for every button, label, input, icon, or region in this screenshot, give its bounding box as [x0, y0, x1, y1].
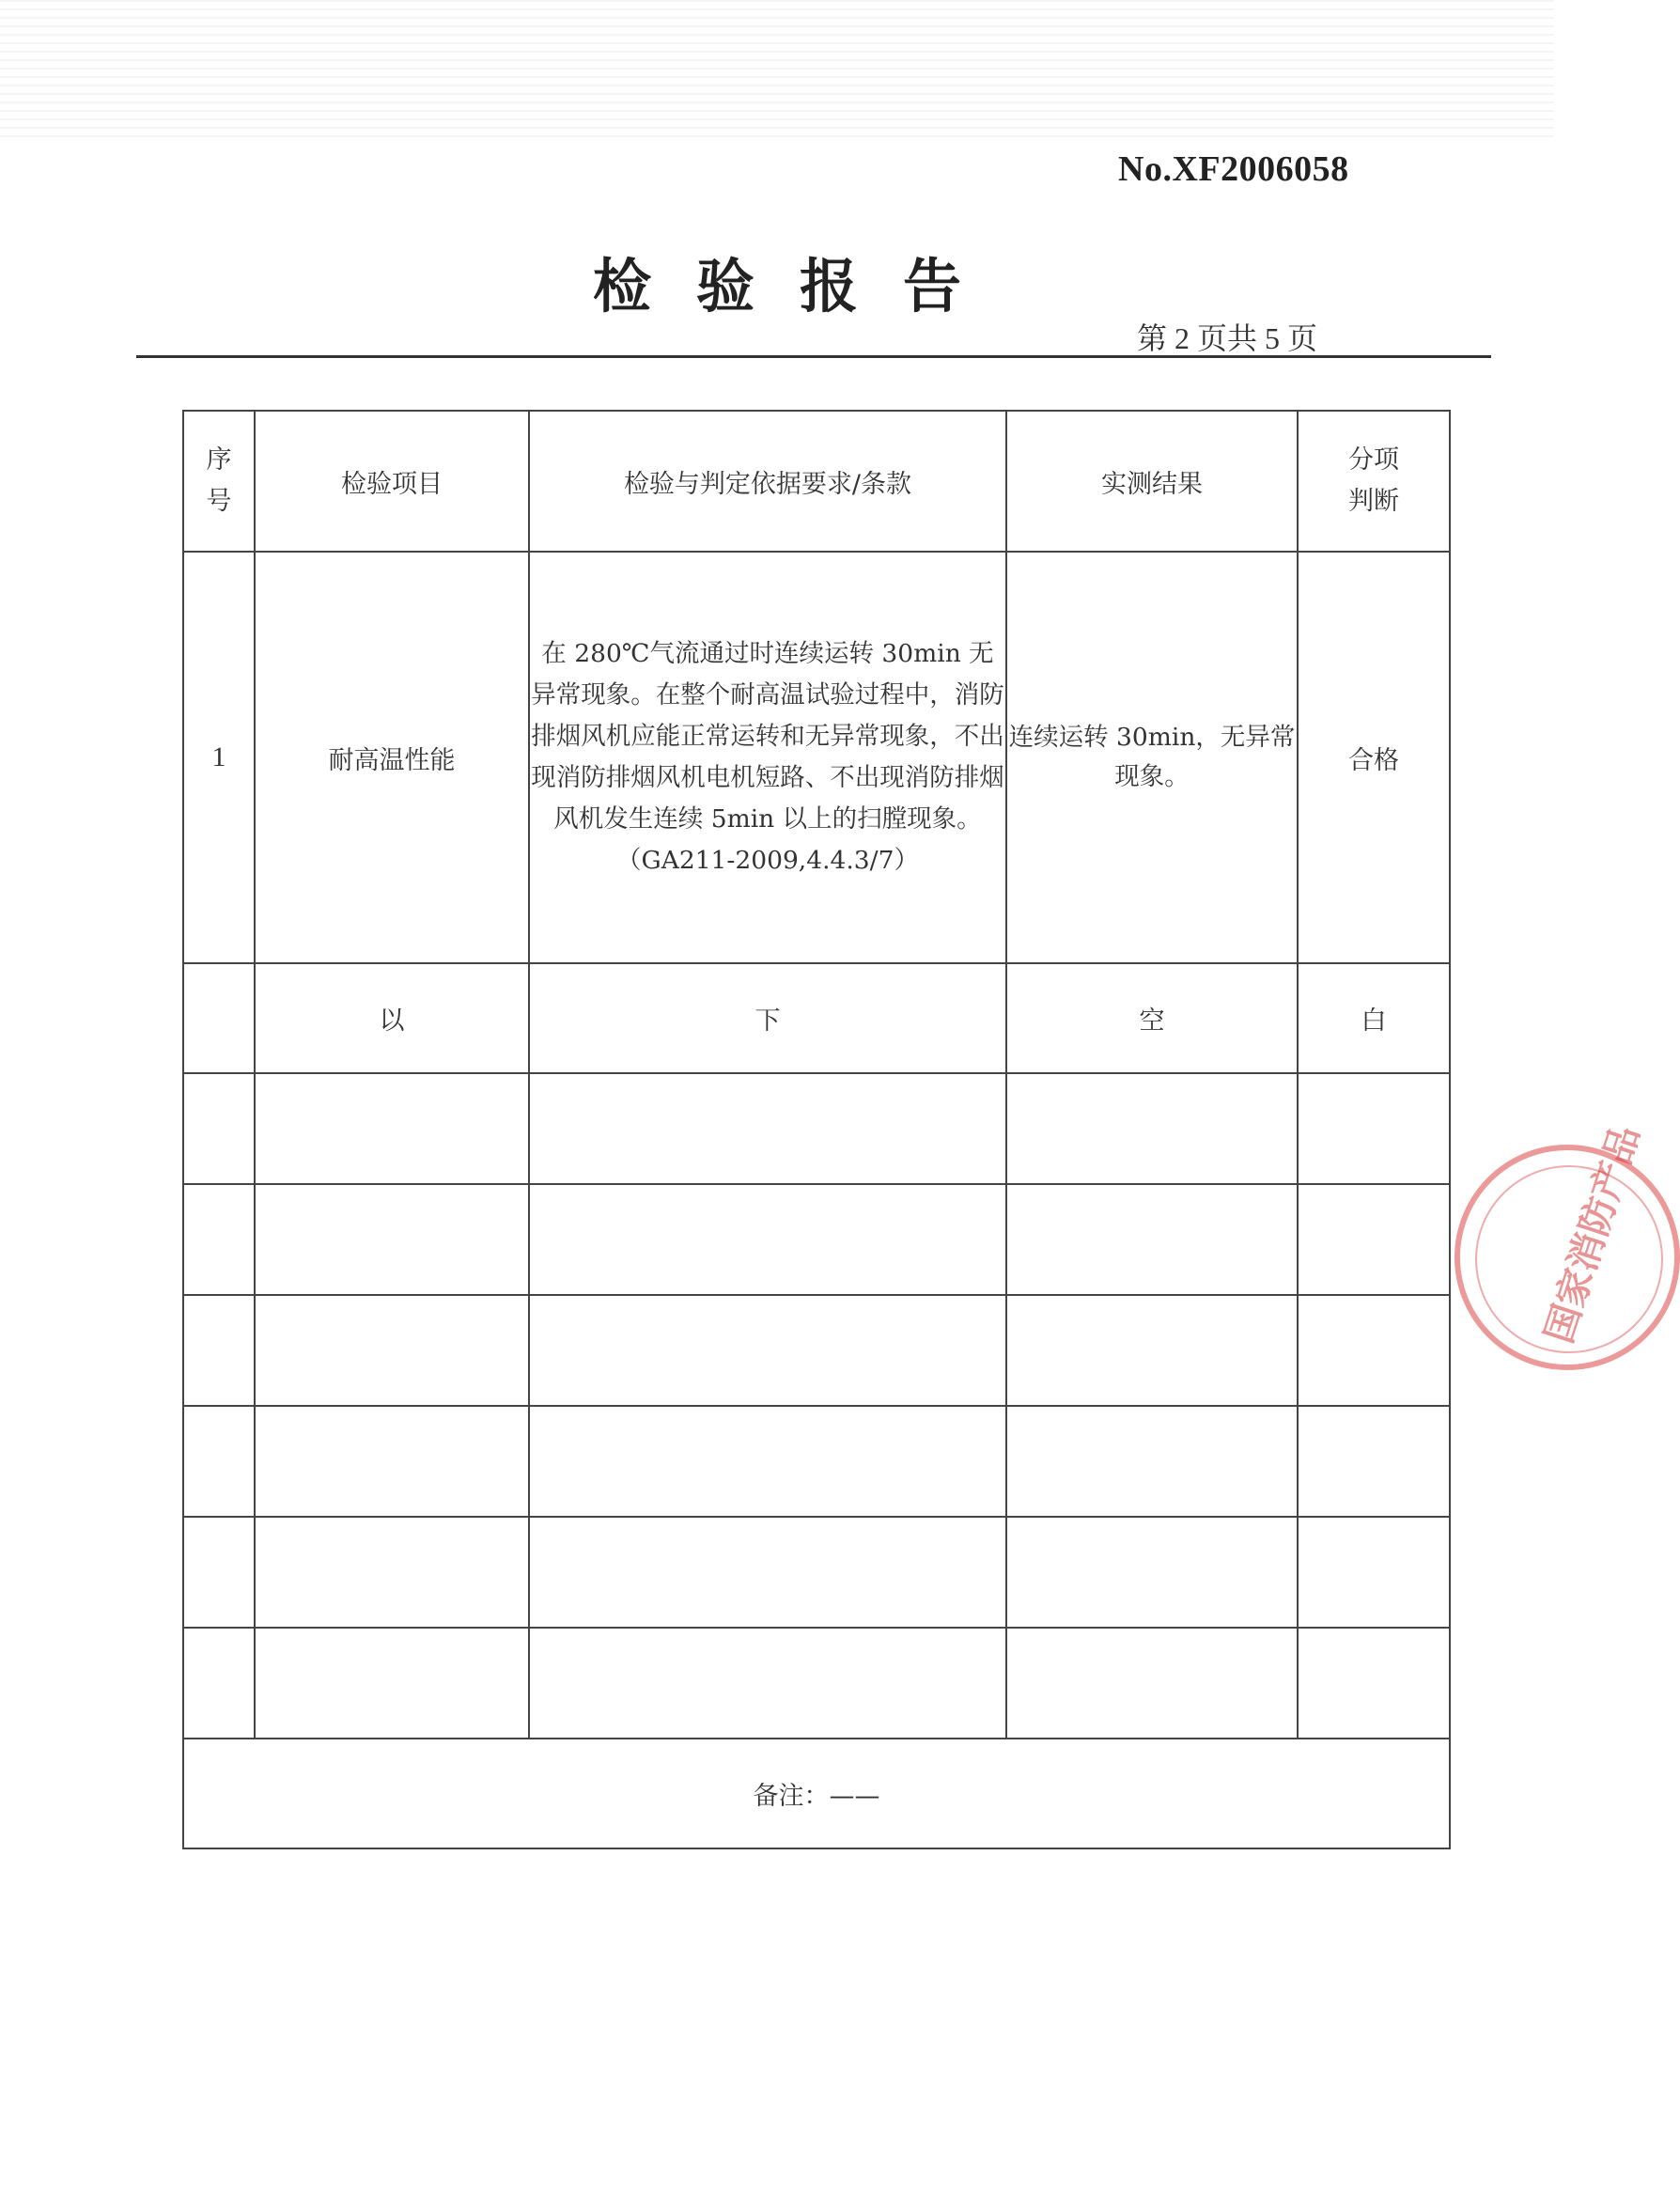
- empty-cell: [255, 1184, 529, 1295]
- seal-text: 国家消防产品: [1537, 1120, 1649, 1349]
- page-title: 检验报告: [592, 252, 1006, 320]
- blank-cell: [183, 963, 255, 1073]
- empty-cell: [1298, 1406, 1450, 1517]
- empty-cell: [1006, 1295, 1298, 1406]
- inspection-table: [182, 410, 1451, 1849]
- row-result: 连续运转 30min，无异常现象。: [1006, 552, 1298, 963]
- empty-cell: [529, 1295, 1006, 1406]
- empty-cell: [183, 1628, 255, 1739]
- empty-cell: [1006, 1406, 1298, 1517]
- blank-marker-1: 以: [255, 963, 529, 1073]
- col-header-result: 实测结果: [1006, 411, 1298, 552]
- col-header-verdict-line1: 分项: [1348, 445, 1399, 475]
- empty-cell: [529, 1184, 1006, 1295]
- empty-cell: [183, 1184, 255, 1295]
- empty-row: [183, 1517, 1450, 1628]
- empty-cell: [255, 1628, 529, 1739]
- empty-cell: [183, 1295, 255, 1406]
- col-header-verdict-line2: 判断: [1348, 487, 1399, 516]
- row-item: 耐高温性能: [255, 552, 529, 963]
- blank-marker-2: 下: [529, 963, 1006, 1073]
- blank-marker-row: [183, 963, 1450, 1073]
- empty-row: [183, 1295, 1450, 1406]
- blank-marker-4: 白: [1298, 963, 1450, 1073]
- empty-cell: [255, 1073, 529, 1184]
- empty-cell: [1298, 1517, 1450, 1628]
- scan-artifact-band: [0, 0, 1554, 141]
- empty-cell: [1298, 1073, 1450, 1184]
- remark-cell: 备注：——: [183, 1739, 1450, 1848]
- blank-marker-3: 空: [1006, 963, 1298, 1073]
- page-counter: 第 2 页共 5 页: [1137, 321, 1318, 355]
- empty-cell: [255, 1295, 529, 1406]
- col-header-seq-line2: 号: [206, 487, 232, 516]
- empty-cell: [255, 1406, 529, 1517]
- empty-cell: [255, 1517, 529, 1628]
- empty-cell: [1298, 1184, 1450, 1295]
- table-row: [183, 552, 1450, 963]
- empty-row: [183, 1073, 1450, 1184]
- empty-cell: [183, 1073, 255, 1184]
- empty-cell: [183, 1517, 255, 1628]
- remark-row: [183, 1739, 1450, 1848]
- col-header-seq-line1: 序: [206, 445, 232, 475]
- col-header-seq: [183, 411, 255, 552]
- empty-cell: [529, 1517, 1006, 1628]
- empty-cell: [1298, 1628, 1450, 1739]
- report-number: No.XF2006058: [1118, 149, 1349, 189]
- empty-cell: [529, 1406, 1006, 1517]
- empty-cell: [1298, 1295, 1450, 1406]
- empty-cell: [529, 1628, 1006, 1739]
- empty-row: [183, 1184, 1450, 1295]
- col-header-requirement: 检验与判定依据要求/条款: [529, 411, 1006, 552]
- header-divider: [136, 355, 1491, 358]
- official-seal: [1454, 1120, 1680, 1370]
- empty-cell: [529, 1073, 1006, 1184]
- table-header-row: [183, 411, 1450, 552]
- empty-cell: [183, 1406, 255, 1517]
- col-header-verdict: [1298, 411, 1450, 552]
- col-header-item: 检验项目: [255, 411, 529, 552]
- empty-cell: [1006, 1517, 1298, 1628]
- empty-cell: [1006, 1184, 1298, 1295]
- row-seq: 1: [183, 552, 255, 963]
- empty-cell: [1006, 1628, 1298, 1739]
- empty-row: [183, 1406, 1450, 1517]
- row-verdict: 合格: [1298, 552, 1450, 963]
- empty-row: [183, 1628, 1450, 1739]
- empty-cell: [1006, 1073, 1298, 1184]
- row-requirement: 在 280℃气流通过时连续运转 30min 无异常现象。在整个耐高温试验过程中，消防排烟风机应能正常运转和无异常现象，不出现消防排烟风机电机短路、不出现消防排烟风机发生连续 5min 以上的扫膛现象。（GA211-2009,4.4.3/7）: [529, 552, 1006, 963]
